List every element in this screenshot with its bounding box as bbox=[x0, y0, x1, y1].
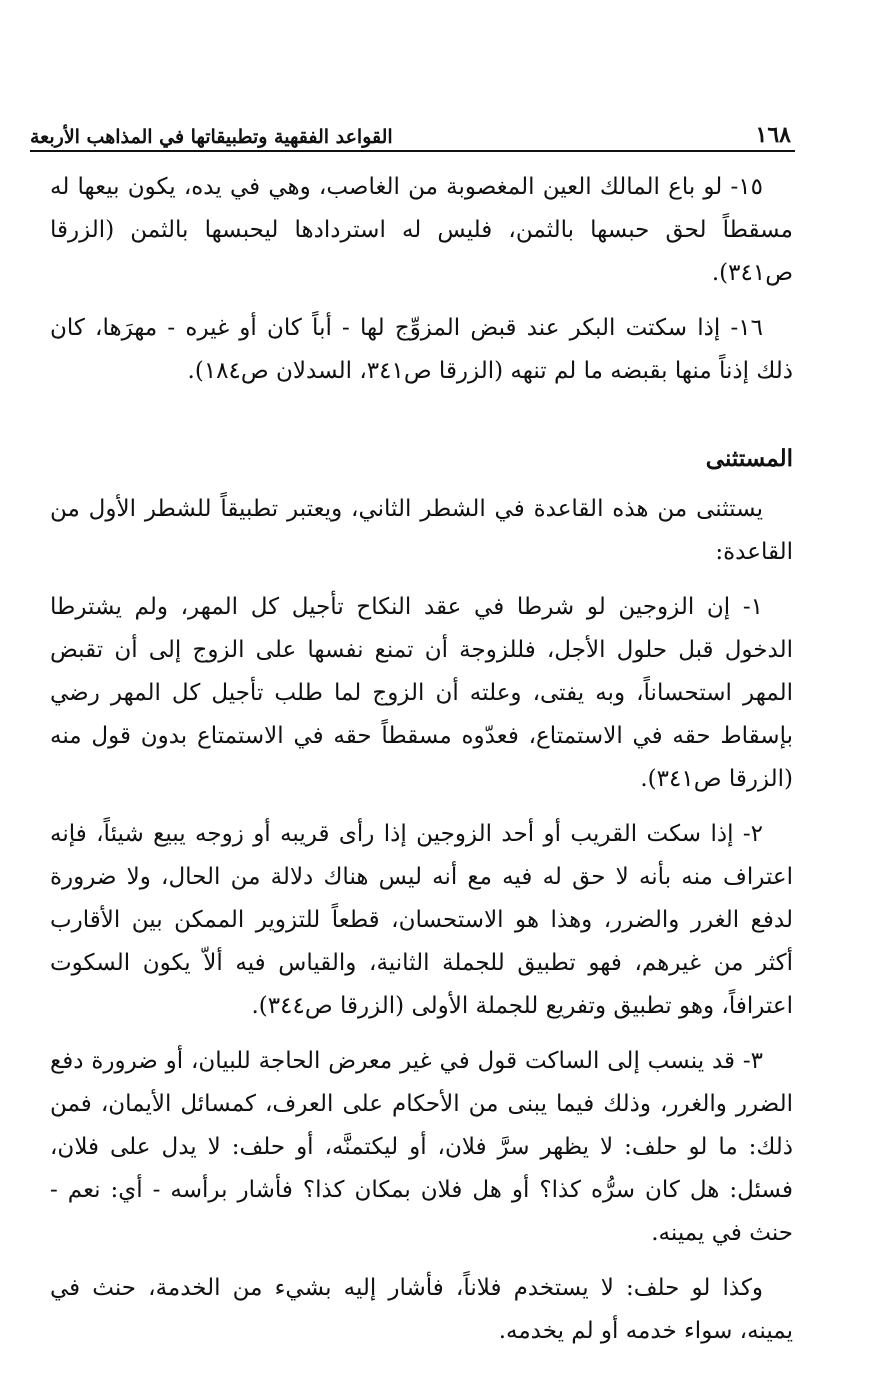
paragraph-item-15: ١٥- لو باع المالك العين المغصوبة من الغاصب، وهي في يده، يكون بيعها له مسقطاً لحق حبسها بالثمن، فليس له استردادها ليحبسها بالثمن (الزرقا ص٣٤١). bbox=[50, 174, 794, 286]
page-number: ١٦٨ bbox=[755, 122, 791, 148]
page-header bbox=[30, 108, 791, 148]
closing-paragraph: وكذا لو حلف: لا يستخدم فلاناً، فأشار إليه بشيء من الخدمة، حنث في يمينه، سواء خدمه أو لم يخدمه. bbox=[50, 1275, 793, 1344]
header-divider bbox=[30, 150, 795, 152]
running-title: القواعد الفقهية وتطبيقاتها في المذاهب الأربعة bbox=[30, 126, 393, 148]
exception-item-3: ٣- قد ينسب إلى الساكت قول في غير معرض الحاجة للبيان، أو ضرورة دفع الضرر والغرر، وذلك فيما يبنى من الأحكام على العرف، كمسائل الأيمان، فمن ذلك: ما لو حلف: لا يظهر سرَّ فلان، أو ليكتمنَّه، أو حلف: لا يدل على فلان، فسئل: هل كان سرُّه كذا؟ أو هل فلان بمكان كذا؟ فأشار برأسه - أي: نعم - حنث في يمينه. bbox=[50, 1048, 793, 1246]
section-heading: المستثنى bbox=[705, 445, 793, 472]
exception-item-1: ١- إن الزوجين لو شرطا في عقد النكاح تأجيل كل المهر، ولم يشترطا الدخول قبل حلول الأجل، فللزوجة أن تمنع نفسها على الزوج إلى أن تقبض المهر استحساناً، وبه يفتى، وعلته أن الزوج لما طلب تأجيل كل المهر رضي بإسقاط حقه في الاستمتاع، فعدّوه مسقطاً حقه في الاستمتاع بدون قول منه (الزرقا ص٣٤١). bbox=[50, 594, 793, 792]
paragraph-item-16: ١٦- إذا سكتت البكر عند قبض المزوِّج لها - أباً كان أو غيره - مهرَها، كان ذلك إذناً منها بقبضه ما لم تنهه (الزرقا ص٣٤١، السدلان ص١٨٤). bbox=[50, 315, 793, 384]
exception-item-2: ٢- إذا سكت القريب أو أحد الزوجين إذا رأى قريبه أو زوجه يبيع شيئاً، فإنه اعتراف منه بأنه لا حق له فيه مع أنه ليس هناك دلالة من الحال، ولا ضرورة لدفع الغرر والضرر، وهذا هو الاستحسان، قطعاً للتزوير الممكن بين الأقارب أكثر من غيرهم، فهو تطبيق للجملة الثانية، والقياس فيه ألاّ يكون السكوت اعترافاً، وهو تطبيق وتفريع للجملة الأولى (الزرقا ص٣٤٤). bbox=[50, 821, 793, 1019]
page-body bbox=[50, 166, 793, 1365]
section-intro: يستثنى من هذه القاعدة في الشطر الثاني، ويعتبر تطبيقاً للشطر الأول من القاعدة: bbox=[50, 496, 793, 565]
